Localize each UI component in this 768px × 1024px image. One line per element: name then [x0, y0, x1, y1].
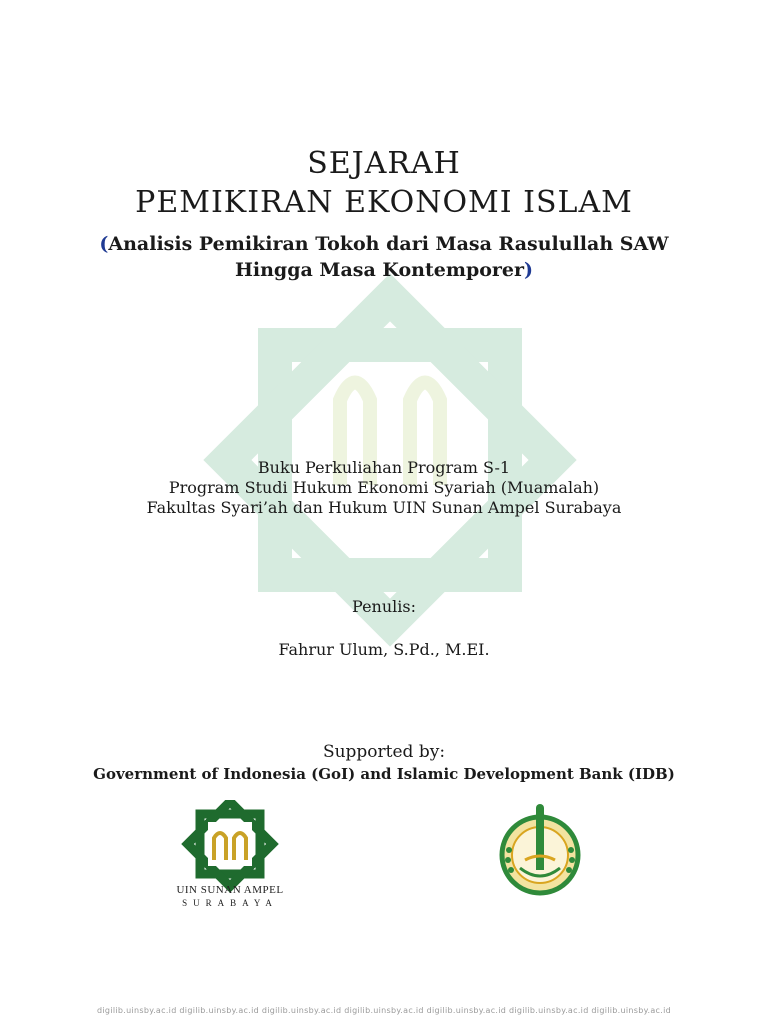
subtitle — [0, 231, 768, 283]
subtitle-line2 — [0, 257, 768, 283]
course-info — [0, 458, 768, 518]
subtitle-line1 — [0, 231, 768, 257]
subtitle-open-paren: ( — [99, 233, 109, 255]
supporters-text: Government of Indonesia (GoI) and Islamic Development Bank (IDB) — [93, 765, 675, 783]
idb-logo-icon — [495, 800, 585, 900]
subtitle-text-line2: Hingga Masa Kontemporer — [234, 259, 525, 281]
course-line1: Buku Perkuliahan Program S-1 — [257, 458, 511, 477]
title-line1: SEJARAH — [307, 146, 461, 181]
course-line2: Program Studi Hukum Ekonomi Syariah (Muamalah) — [168, 478, 600, 497]
author-label: Penulis: — [352, 597, 416, 616]
uin-city: SURABAYA — [182, 898, 278, 908]
author-name: Fahrur Ulum, S.Pd., M.EI. — [278, 640, 490, 659]
footer-watermark: digilib.uinsby.ac.id digilib.uinsby.ac.id digilib.uinsby.ac.id digilib.uinsby.ac.id digilib.uinsby.ac.id digilib.uinsby.ac.id digilib.uinsby.ac.id — [97, 1006, 671, 1015]
subtitle-close-paren: ) — [524, 259, 534, 281]
supported-label: Supported by: — [322, 742, 446, 762]
subtitle-text-line1: Analisis Pemikiran Tokoh dari Masa Rasulullah SAW — [108, 233, 669, 255]
course-line3: Fakultas Syari’ah dan Hukum UIN Sunan Ampel Surabaya — [146, 498, 622, 517]
title-line2: PEMIKIRAN EKONOMI ISLAM — [135, 185, 633, 220]
uin-name: UIN SUNAN AMPEL — [176, 884, 284, 896]
